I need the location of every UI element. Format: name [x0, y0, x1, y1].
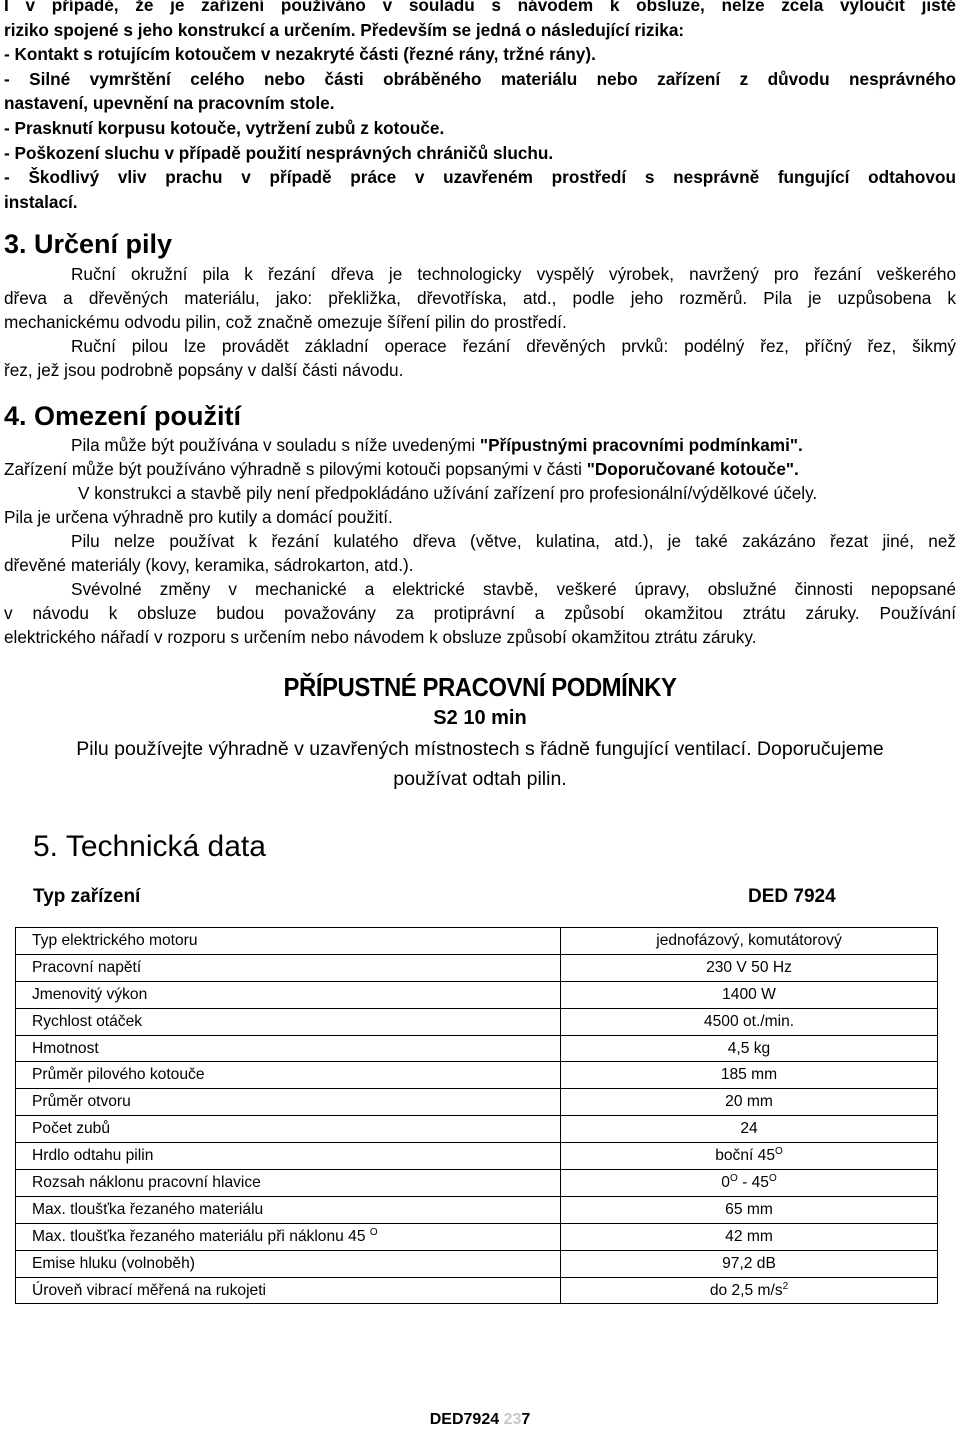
- risks-block: [0, 0, 960, 214]
- spec-value: 42 mm: [725, 1227, 773, 1245]
- spec-label: Průměr otvoru: [32, 1093, 131, 1111]
- spec-row: [16, 1089, 938, 1116]
- section-4-title: 4. Omezení použití: [4, 401, 242, 431]
- section-4-body: [0, 433, 960, 649]
- paragraph-line: V konstrukci a stavbě pily není předpokládáno užívání zařízení pro profesionální/výdělkové účely.: [78, 483, 818, 503]
- section-3-title: 3. Určení pily: [4, 229, 173, 259]
- spec-value-cell: [561, 1277, 938, 1304]
- spec-value: 1400 W: [722, 985, 776, 1003]
- conditions-title: PŘÍPUSTNÉ PRACOVNÍ PODMÍNKY: [283, 672, 677, 702]
- spec-label: Jmenovitý výkon: [32, 985, 148, 1003]
- spec-value-cell: [561, 1008, 938, 1035]
- spec-value: 0: [721, 1173, 730, 1191]
- footer-page-total: 23: [503, 1411, 522, 1428]
- spec-value: do 2,5 m/s: [709, 1281, 783, 1299]
- spec-label: Typ elektrického motoru: [32, 931, 198, 949]
- device-type-value: DED 7924: [748, 886, 836, 907]
- spec-row: [16, 1250, 938, 1277]
- spec-row: [16, 1277, 938, 1304]
- risk-item: - Prasknutí korpusu kotouče, vytržení zubů z kotouče.: [4, 117, 445, 138]
- spec-value-part: - 45: [737, 1173, 769, 1191]
- spec-row: [16, 1062, 938, 1089]
- spec-value-cell: [561, 1035, 938, 1062]
- conditions-subtitle: S2 10 min: [433, 707, 527, 729]
- spec-value-cell: [561, 1250, 938, 1277]
- risk-item-cont: instalací.: [4, 191, 78, 212]
- paragraph-line: v návodu k obsluze budou považovány za protiprávní a způsobí okamžitou ztrátu záruky. Používání: [4, 603, 956, 623]
- spec-row: [16, 1035, 938, 1062]
- spec-label-cell: [16, 1116, 561, 1143]
- spec-value: 185 mm: [720, 1066, 778, 1084]
- conditions-text: [0, 734, 960, 794]
- spec-value: 65 mm: [725, 1200, 773, 1218]
- spec-label: Hrdlo odtahu pilin: [32, 1147, 154, 1165]
- spec-row: [16, 1196, 938, 1223]
- risk-item: - Škodlivý vliv prachu v případě práce v uzavřeném prostředí s nesprávně fungující odtahovou: [4, 167, 956, 188]
- spec-label: Počet zubů: [32, 1120, 111, 1138]
- spec-label: Rychlost otáček: [32, 1012, 143, 1030]
- spec-label-cell: [16, 1062, 561, 1089]
- spec-value: 20 mm: [725, 1093, 773, 1111]
- spec-table: [15, 927, 938, 1304]
- spec-row: [16, 1143, 938, 1170]
- spec-label-cell: [16, 928, 561, 955]
- spec-label-cell: [16, 1143, 561, 1170]
- spec-row: [16, 1170, 938, 1197]
- paragraph-line: Svévolné změny v mechanické a elektrické stavbě, veškeré úpravy, obslužné činnosti nepopsané: [71, 579, 956, 599]
- spec-value: jednofázový, komutátorový: [656, 931, 842, 949]
- blades-reference: "Doporučované kotouče".: [586, 459, 799, 479]
- spec-value-cell: [561, 1196, 938, 1223]
- value-superscript: 2: [782, 1280, 789, 1292]
- paragraph-line: dřevěné materiály (kovy, keramika, sádrokarton, atd.).: [4, 555, 414, 575]
- spec-value-cell: [561, 1143, 938, 1170]
- risks-line: I v případě, že je zařízení používáno v souladu s návodem k obsluze, nelze zcela vyloučit jisté: [4, 0, 956, 15]
- spec-label-cell: [16, 954, 561, 981]
- paragraph-line: mechanickému odvodu pilin, což značně omezuje šíření pilin do prostředí.: [4, 312, 567, 332]
- risk-item: - Silné vymrštění celého nebo části obráběného materiálu nebo zařízení z důvodu nesprávného: [4, 68, 956, 89]
- spec-row: [16, 1008, 938, 1035]
- page-footer: [0, 1411, 960, 1429]
- paragraph-line: používat odtah pilin.: [393, 768, 567, 790]
- paragraph-line: Pila je určena výhradně pro kutily a domácí použití.: [4, 507, 393, 527]
- footer-model: DED7924: [429, 1411, 500, 1428]
- paragraph-line: Pilu nelze používat k řezání kulatého dřeva (větve, kulatina, atd.), je také zakázáno řezat jiné, než: [71, 531, 956, 551]
- spec-value: 230 V 50 Hz: [706, 958, 792, 976]
- spec-label-cell: [16, 981, 561, 1008]
- spec-label: Max. tloušťka řezaného materiálu při náklonu 45: [32, 1227, 370, 1245]
- spec-label: Pracovní napětí: [32, 958, 142, 976]
- spec-label-cell: [16, 1170, 561, 1197]
- paragraph-line: Ruční pilou lze provádět základní operace řezání dřevěných prvků: podélný řez, příčný řez, šikmý: [71, 336, 956, 356]
- spec-label: Emise hluku (volnoběh): [32, 1254, 195, 1272]
- spec-row: [16, 928, 938, 955]
- spec-value-cell: [561, 981, 938, 1008]
- spec-label-cell: [16, 1196, 561, 1223]
- spec-label-cell: [16, 1008, 561, 1035]
- spec-value-cell: [561, 954, 938, 981]
- degree-mark: O: [369, 1226, 378, 1238]
- spec-label-cell: [16, 1035, 561, 1062]
- paragraph-line: Zařízení může být používáno výhradně s pilovými kotouči popsanými v části: [4, 459, 587, 479]
- spec-label-cell: [16, 1250, 561, 1277]
- spec-value-cell: [561, 1116, 938, 1143]
- spec-value-cell: [561, 928, 938, 955]
- paragraph-line: Ruční okružní pila k řezání dřeva je technologicky vyspělý výrobek, navržený pro řezání veškerého: [71, 264, 956, 284]
- conditions-reference: "Přípustnými pracovními podmínkami".: [479, 435, 803, 455]
- paragraph-line: Pila může být používána v souladu s níže uvedenými: [71, 435, 480, 455]
- spec-label: Max. tloušťka řezaného materiálu: [32, 1200, 264, 1218]
- spec-label-cell: [16, 1223, 561, 1250]
- section-3-body: [0, 262, 960, 382]
- paragraph-line: řez, jež jsou podrobně popsány v další části návodu.: [4, 360, 404, 380]
- spec-value-cell: [561, 1223, 938, 1250]
- spec-label: Rozsah náklonu pracovní hlavice: [32, 1173, 261, 1191]
- spec-row: [16, 981, 938, 1008]
- spec-value-cell: [561, 1170, 938, 1197]
- risks-line: riziko spojené s jeho konstrukcí a určením. Především se jedná o následující rizika:: [4, 19, 685, 40]
- spec-value: 24: [740, 1120, 758, 1138]
- spec-value-cell: [561, 1089, 938, 1116]
- spec-value: 4500 ot./min.: [703, 1012, 795, 1030]
- spec-label: Úroveň vibrací měřená na rukojeti: [32, 1281, 267, 1299]
- spec-value: boční 45: [715, 1147, 776, 1165]
- value-superscript: O: [775, 1146, 783, 1158]
- footer-page-number: 7: [521, 1411, 531, 1428]
- spec-label-cell: [16, 1277, 561, 1304]
- spec-value: 4,5 kg: [727, 1039, 771, 1057]
- conditions-title-wrap: [0, 672, 960, 703]
- spec-label: Hmotnost: [32, 1039, 99, 1057]
- spec-row: [16, 954, 938, 981]
- risk-item-cont: nastavení, upevnění na pracovním stole.: [4, 93, 335, 114]
- spec-row: [16, 1223, 938, 1250]
- device-type-label: Typ zařízení: [33, 886, 141, 907]
- paragraph-line: Pilu používejte výhradně v uzavřených místnostech s řádně fungující ventilací. Doporučujeme: [76, 738, 884, 760]
- spec-label-cell: [16, 1089, 561, 1116]
- paragraph-line: dřeva a dřevěných materiálu, jako: překližka, dřevotříska, atd., podle jeho rozměrů. Pila je uzpůsobena k: [4, 288, 956, 308]
- section-5-title: 5. Technická data: [33, 830, 266, 863]
- paragraph-line: elektrického nářadí v rozporu s určením nebo návodem k obsluze způsobí okamžitou ztrátu záruky.: [4, 627, 757, 647]
- risk-item: - Kontakt s rotujícím kotoučem v nezakryté části (řezné rány, tržné rány).: [4, 44, 596, 65]
- value-superscript: O: [729, 1172, 738, 1184]
- spec-row: [16, 1116, 938, 1143]
- spec-value-cell: [561, 1062, 938, 1089]
- risk-item: - Poškození sluchu v případě použití nesprávných chráničů sluchu.: [4, 142, 554, 163]
- spec-value: 97,2 dB: [722, 1254, 776, 1272]
- spec-label: Průměr pilového kotouče: [32, 1066, 205, 1084]
- value-superscript: O: [768, 1172, 777, 1184]
